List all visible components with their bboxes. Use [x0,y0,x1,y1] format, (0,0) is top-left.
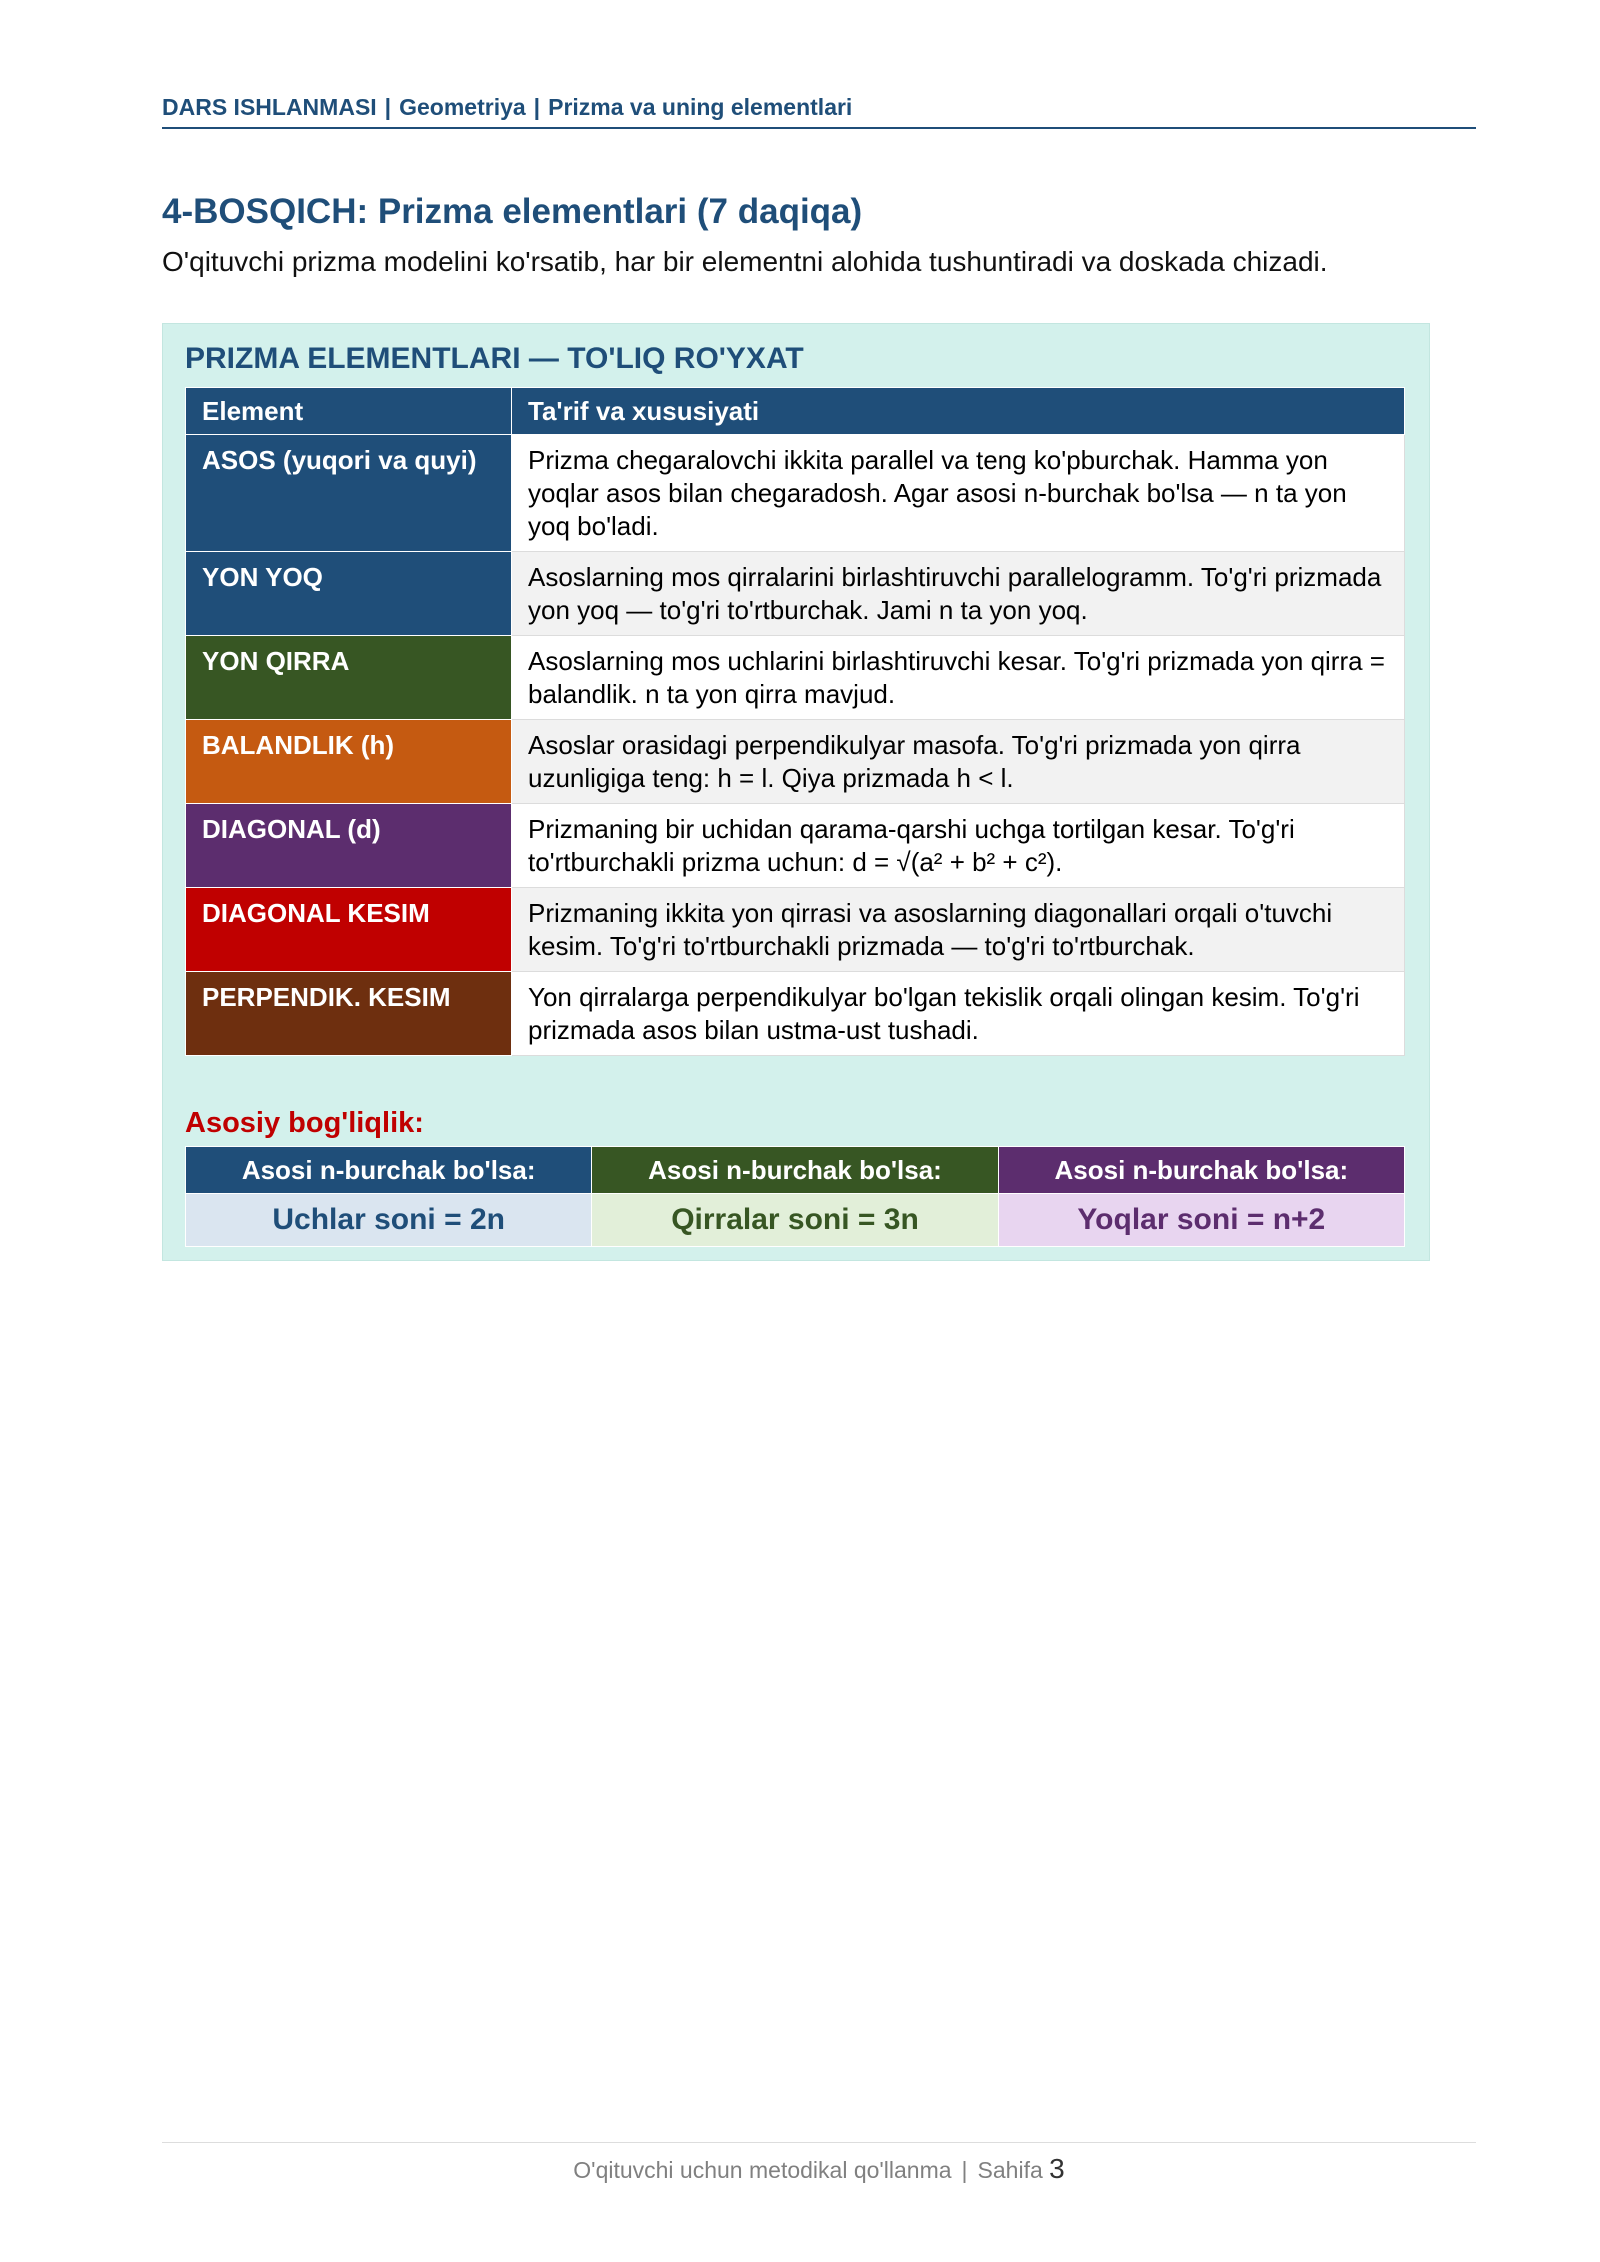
element-name: YON QIRRA [186,636,512,720]
table-row [186,636,1405,720]
panel-title: PRIZMA ELEMENTLARI — TO'LIQ RO'YXAT [185,342,804,375]
element-description: Asoslarning mos uchlarini birlashtiruvchi kesar. To'g'ri prizmada yon qirra = balandlik. n ta yon qirra mavjud. [512,636,1405,720]
relation-value-row [186,1194,1405,1247]
page-number: 3 [1049,2153,1065,2184]
table-row [186,435,1405,552]
column-header-definition: Ta'rif va xususiyati [512,388,1405,435]
page-header [162,94,1476,129]
table-header-row [186,388,1405,435]
section-title: 4-BOSQICH: Prizma elementlari (7 daqiqa) [162,192,863,231]
element-description: Asoslar orasidagi perpendikulyar masofa. To'g'ri prizmada yon qirra uzunligiga teng: h = l. Qiya prizmada h < l. [512,720,1405,804]
relation-table [185,1146,1405,1247]
elements-panel [162,323,1430,1261]
footer-page-label: Sahifa [977,2157,1043,2183]
column-header-element: Element [186,388,512,435]
relation-value: Qirralar soni = 3n [592,1194,998,1247]
element-description: Prizmaning ikkita yon qirrasi va asoslarning diagonallari orqali o'tuvchi kesim. To'g'ri to'rtburchakli prizmada — to'g'ri to'rtburchak. [512,888,1405,972]
header-separator: | [533,94,541,120]
element-name: DIAGONAL KESIM [186,888,512,972]
relation-header: Asosi n-burchak bo'lsa: [592,1147,998,1194]
element-name: BALANDLIK (h) [186,720,512,804]
element-description: Yon qirralarga perpendikulyar bo'lgan tekislik orqali olingan kesim. To'g'ri prizmada asos bilan ustma-ust tushadi. [512,972,1405,1056]
table-row [186,804,1405,888]
element-name: DIAGONAL (d) [186,804,512,888]
footer-separator: | [961,2157,968,2183]
table-row [186,552,1405,636]
element-description: Prizmaning bir uchidan qarama-qarshi uchga tortilgan kesar. To'g'ri to'rtburchakli prizma uchun: d = √(a² + b² + c²). [512,804,1405,888]
relation-header: Asosi n-burchak bo'lsa: [186,1147,592,1194]
footer-text: O'qituvchi uchun metodikal qo'llanma [573,2157,952,2183]
relation-header-row [186,1147,1405,1194]
element-name: ASOS (yuqori va quyi) [186,435,512,552]
relation-value: Yoqlar soni = n+2 [998,1194,1404,1247]
section-intro: O'qituvchi prizma modelini ko'rsatib, har bir elementni alohida tushuntiradi va doskada chizadi. [162,246,1328,277]
element-description: Asoslarning mos qirralarini birlashtiruvchi parallelogramm. To'g'ri prizmada yon yoq — to'g'ri to'rtburchak. Jami n ta yon yoq. [512,552,1405,636]
elements-table [185,387,1405,1056]
header-subject: Geometriya [399,94,526,120]
relation-header: Asosi n-burchak bo'lsa: [998,1147,1404,1194]
table-row [186,720,1405,804]
header-topic: Prizma va uning elementlari [548,94,853,120]
table-row [186,972,1405,1056]
table-row [186,888,1405,972]
page-footer [162,2142,1476,2185]
relation-title: Asosiy bog'liqlik: [185,1107,424,1139]
element-name: YON YOQ [186,552,512,636]
element-name: PERPENDIK. KESIM [186,972,512,1056]
header-separator: | [384,94,392,120]
element-description: Prizma chegaralovchi ikkita parallel va teng ko'pburchak. Hamma yon yoqlar asos bilan chegaradosh. Agar asosi n-burchak bo'lsa — n ta yon yoq bo'ladi. [512,435,1405,552]
header-doc-type: DARS ISHLANMASI [162,94,377,120]
relation-value: Uchlar soni = 2n [186,1194,592,1247]
